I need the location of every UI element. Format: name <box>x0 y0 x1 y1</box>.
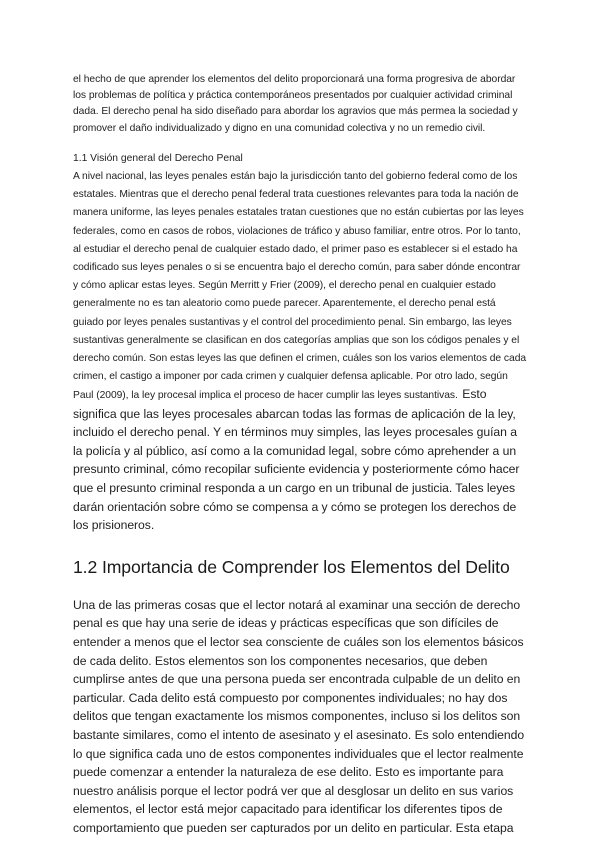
section-1-1-paragraph-small: A nivel nacional, las leyes penales están bajo la jurisdicción tanto del gobierno federal como de los estatales. Mientras que el derecho penal federal trata cuestiones relevantes para toda la nación de manera uniforme, las leyes penales estatales tratan cuestiones que no están cubiertas por las leyes federales, como en casos de robos, violaciones de tráfico y abuso familiar, entre otros. Por lo tanto, al estudiar el derecho penal de cualquier estado dado, el primer paso es establecer si el estado ha codificado sus leyes penales o si se encuentra bajo el derecho común, para saber dónde encontrar y cómo aplicar estas leyes. Según Merritt y Frier (2009), el derecho penal en cualquier estado generalmente no es tan aleatorio como puede parecer. Aparentemente, el derecho penal está guiado por leyes penales sustantivas y el control del procedimiento penal. Sin embargo, las leyes sustantivas generalmente se clasifican en dos categorías amplias que son los códigos penales y el derecho común. Son estas leyes las que definen el crimen, cuáles son los varios elementos de cada crimen, el castigo a imponer por cada crimen y cualquier defensa aplicable. Por otro lado, según Paul (2009), la ley procesal implica el proceso de hacer cumplir las leyes sustantivas. <box>73 171 527 402</box>
section-1-2-paragraph: Una de las primeras cosas que el lector notará al examinar una sección de derecho penal es que hay una serie de ideas y prácticas específicas que son difíciles de entender a menos que el lector sea consciente de cuáles son los elementos básicos de cada delito. Estos elementos son los componentes necesarios, que deben cumplirse antes de que una persona pueda ser encontrada culpable de un delito en particular. Cada delito está compuesto por componentes individuales; no hay dos delitos que tengan exactamente los mismos componentes, incluso si los delitos son bastante similares, como el intento de asesinato y el asesinato. Es solo entendiendo lo que significa cada uno de estos componentes individuales que el lector realmente puede comenzar a entender la naturaleza de ese delito. Esto es importante para nuestro análisis porque el lector podrá ver que al desglosar un delito en sus varios elementos, el lector está mejor capacitado para identificar los diferentes tipos de comportamiento que pueden ser capturados por un delito en particular. Esta etapa <box>73 597 525 835</box>
section-1-1-paragraph <box>73 167 528 535</box>
section-1-1-heading: 1.1 Visión general del Derecho Penal <box>73 152 243 164</box>
section-1-1-paragraph-large: Esto significa que las leyes procesales abarcan todas las formas de aplicación de la ley, incluido el derecho penal. Y en términos muy simples, las leyes procesales guían a la policía y al público, así como a la comunidad legal, sobre cómo aprehender a un presunto criminal, cómo recopilar suficiente evidencia y posteriormente cómo hacer que el presunto criminal responda a un cargo en un tribunal de justicia. Tales leyes darán orientación sobre cómo se compensa a y cómo se protegen los derechos de los prisioneros. <box>73 387 520 533</box>
section-1-2-heading: 1.2 Importancia de Comprender los Elementos del Delito <box>73 556 510 577</box>
intro-paragraph: el hecho de que aprender los elementos del delito proporcionará una forma progresiva de abordar los problemas de política y práctica contemporáneos presentados por cualquier actividad criminal dada. El derecho penal ha sido diseñado para abordar los agravios que más permea la sociedad y promover el daño individualizado y digno en una comunidad colectiva y no un remedio civil. <box>73 74 518 134</box>
